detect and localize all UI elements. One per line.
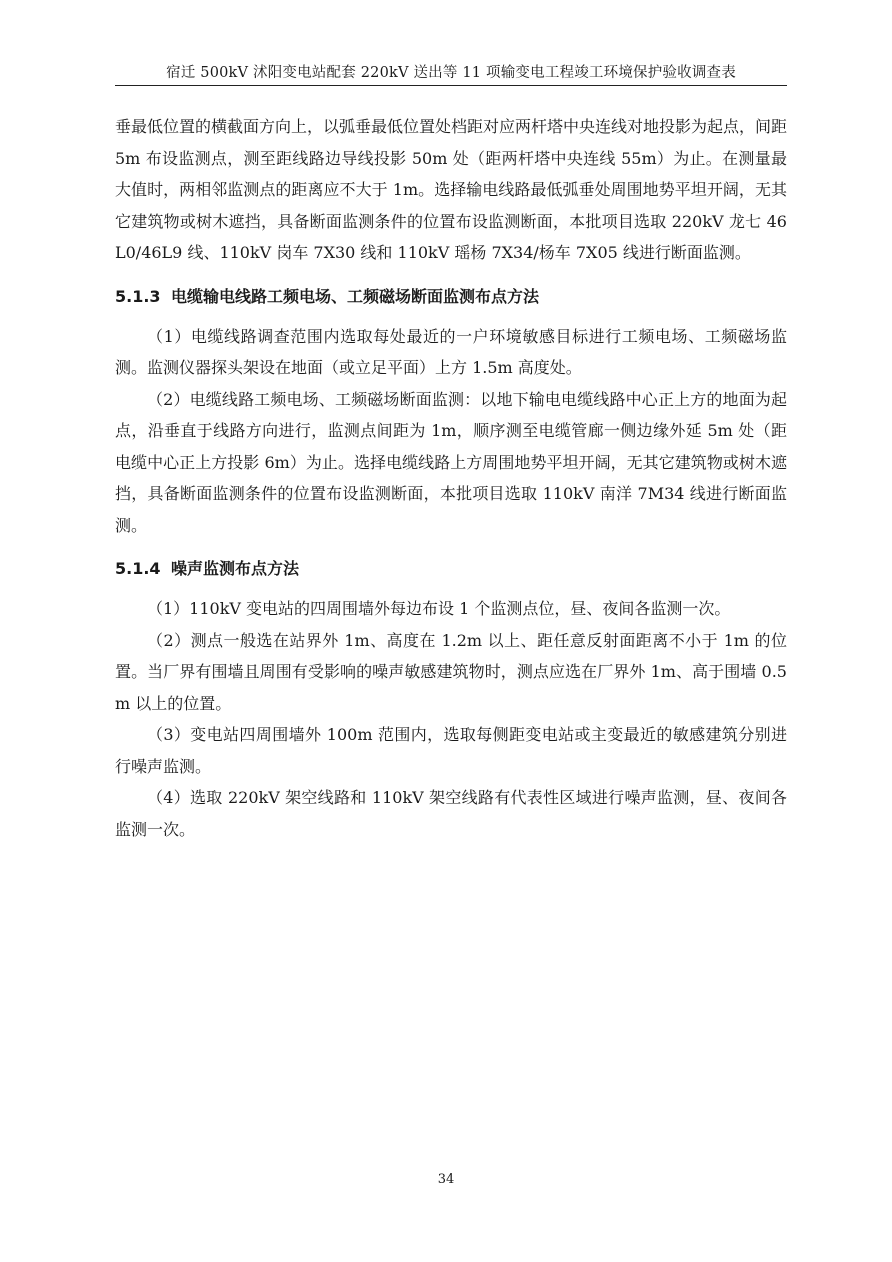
intro-paragraph: 垂最低位置的横截面方向上，以弧垂最低位置处档距对应两杆塔中央连线对地投影为起点，间距 5m 布设监测点，测至距线路边导线投影 50m 处（距两杆塔中央连线 55m）为止。在测量最大值时，两相邻监测点的距离应不大于 1m。选择输电线路最低弧垂处周围地势平坦开阔，无其它建筑物或树木遮挡，具备断面监测条件的位置布设监测断面，本批项目选取 220kV 龙七 46L0/46L9 线、110kV 岗车 7X30 线和 110kV 瑶杨 7X34/杨车 7X05 线进行断面监测。 <box>115 117 788 262</box>
section-number: 5.1.4 <box>115 559 161 578</box>
paragraph-5-1-4-item-2: （2）测点一般选在站界外 1m、高度在 1.2m 以上、距任意反射面距离不小于 1m 的位置。当厂界有围墙且周围有受影响的噪声敏感建筑物时，测点应选在厂界外 1m、高于围墙 0.5m 以上的位置。 <box>115 630 787 713</box>
paragraph-5-1-4-item-4: （4）选取 220kV 架空线路和 110kV 架空线路有代表性区域进行噪声监测，昼、夜间各监测一次。 <box>115 788 787 839</box>
paragraph-5-1-4-item-1: （1）110kV 变电站的四周围墙外每边布设 1 个监测点位，昼、夜间各监测一次。 <box>147 599 731 618</box>
section-number: 5.1.3 <box>115 286 161 306</box>
running-header: 宿迁 500kV 沭阳变电站配套 220kV 送出等 11 项输变电工程竣工环境保护验收调查表 <box>115 64 787 86</box>
section-title: 电缆输电线路工频电场、工频磁场断面监测布点方法 <box>171 286 540 306</box>
page-number: 34 <box>437 1172 455 1187</box>
paragraph-5-1-4-item-3: （3）变电站四周围墙外 100m 范围内，选取每侧距变电站或主变最近的敏感建筑分别进行噪声监测。 <box>115 725 787 776</box>
page-content <box>115 111 787 845</box>
section-heading-5-1-3 <box>115 285 787 309</box>
paragraph-5-1-3-item-1: （1）电缆线路调查范围内选取每处最近的一户环境敏感目标进行工频电场、工频磁场监测。监测仪器探头架设在地面（或立足平面）上方 1.5m 高度处。 <box>115 326 787 377</box>
section-title: 噪声监测布点方法 <box>171 559 300 578</box>
paragraph-5-1-3-item-2: （2）电缆线路工频电场、工频磁场断面监测：以地下输电电缆线路中心正上方的地面为起点，沿垂直于线路方向进行，监测点间距为 1m，顺序测至电缆管廊一侧边缘外延 5m 处（距电缆中心正上方投影 6m）为止。选择电缆线路上方周围地势平坦开阔，无其它建筑物或树木遮挡，具备断面监测条件的位置布设监测断面，本批项目选取 110kV 南洋 7M34 线进行断面监测。 <box>115 389 787 535</box>
section-heading-5-1-4 <box>115 557 787 581</box>
